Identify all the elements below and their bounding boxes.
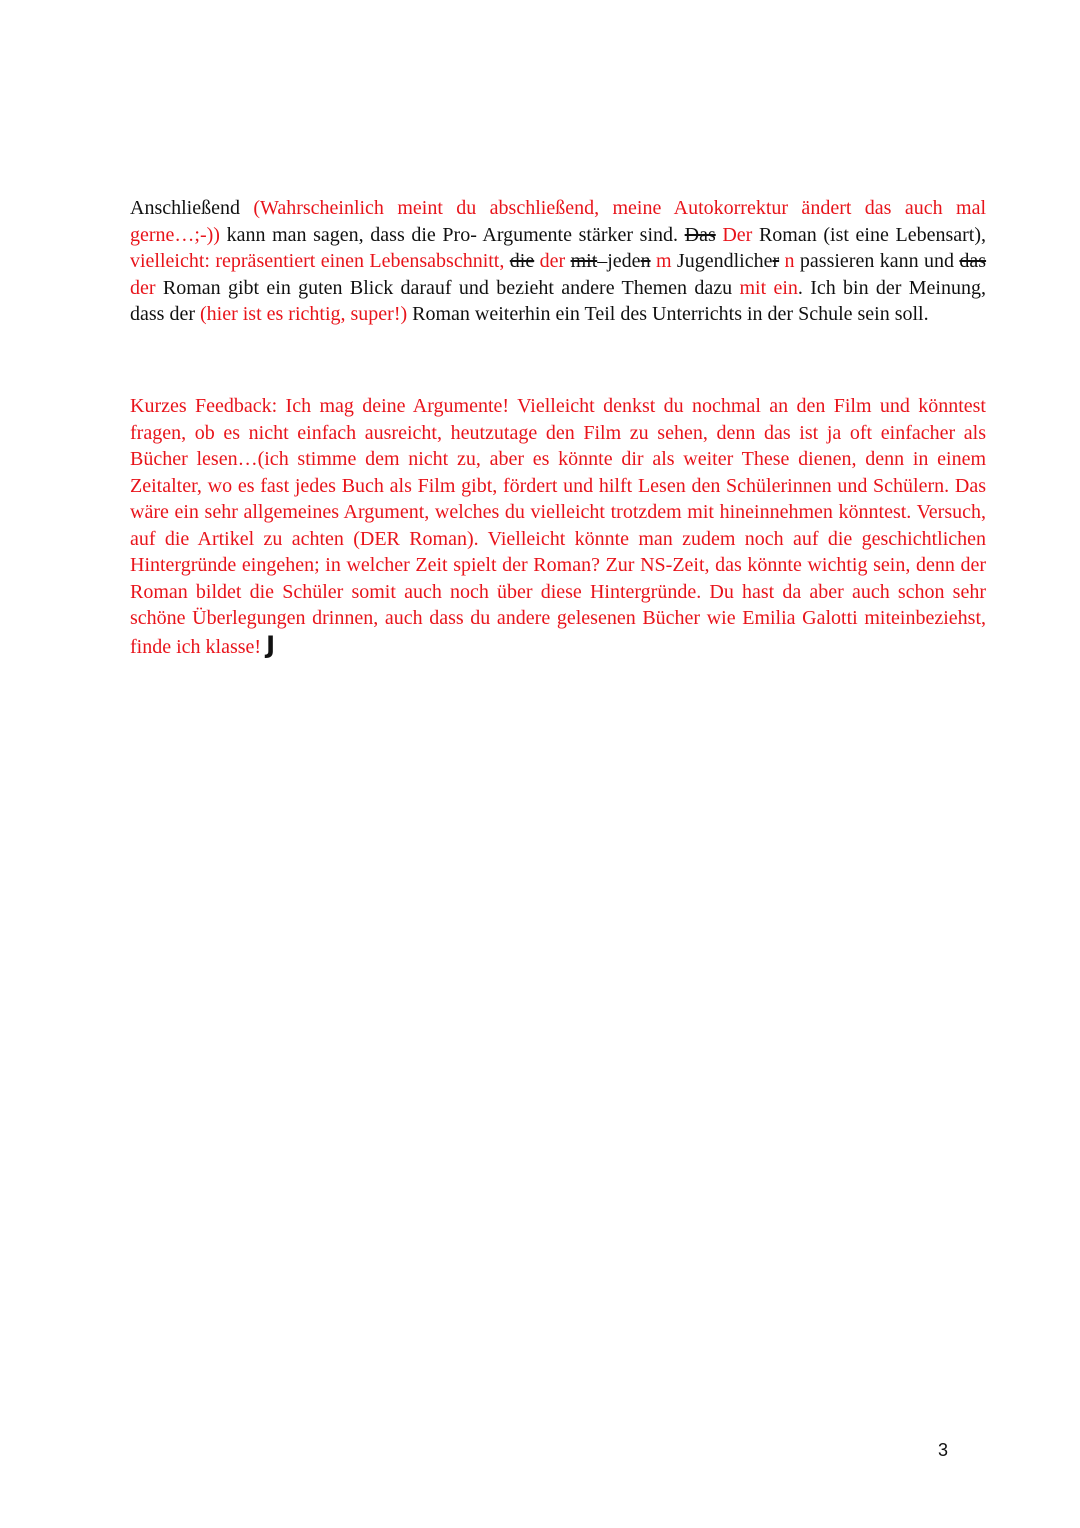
- correction-comment: (Wahrscheinlich meint du abschließend, meine Autokorrektur ändert das auch mal gerne…;-)): [130, 197, 986, 246]
- struck-letter: n: [640, 250, 651, 272]
- page-number: 3: [938, 1440, 949, 1460]
- essay-text: kann man sagen, dass die Pro- Argumente stärker sind.: [219, 223, 685, 246]
- correction-word: Der: [722, 223, 753, 246]
- correction-comment: vielleicht: repräsentiert einen Lebensabschnitt,: [130, 250, 505, 272]
- essay-text: passieren kann und: [794, 250, 960, 272]
- essay-text: . Ich bin der Meinung, dass der: [130, 276, 986, 325]
- struck-word: Das: [684, 223, 716, 246]
- correction-word: mit ein: [739, 276, 798, 299]
- struck-letter: r: [772, 250, 780, 272]
- correction-word: der: [130, 276, 156, 299]
- correction-letter: n: [784, 250, 795, 272]
- essay-text: Anschließend: [130, 197, 240, 219]
- struck-word: mit: [570, 250, 598, 272]
- essay-paragraph: [130, 195, 986, 328]
- smiley-icon: J: [266, 630, 276, 659]
- correction-letter: m: [655, 250, 672, 272]
- essay-text: Roman (ist eine Lebensart),: [752, 223, 986, 246]
- essay-text: Roman weiterhin ein Teil des Unterrichts in der Schule sein soll.: [407, 303, 929, 325]
- feedback-text: Kurzes Feedback: Ich mag deine Argumente! Vielleicht denkst du nochmal an den Film und könntest fragen, ob es nicht einfach ausreicht, heutzutage den Film zu sehen, denn das ist ja oft einfacher als Bücher lesen…(ich stimme dem nicht zu, aber es könnte dir als weiter These dienen, denn in einem Zeitalter, wo es fast jedes Buch als Film gibt, fördert und hilft Lesen den Schülerinnen und Schülern. Das wäre ein sehr allgemeines Argument, welches du vielleicht trotzdem mit hineinnehmen könntest. Versuch, auf die Artikel zu achten (DER Roman). Vielleicht könnte man zudem noch auf die geschichtlichen Hintergründe eingehen; in welcher Zeit spielt der Roman? Zur NS-Zeit, das könnte wichtig sein, denn der Roman bildet die Schüler somit auch noch über diese Hintergründe. Du hast da aber auch schon sehr schöne Überlegungen drinnen, auch dass du andere gelesenen Bücher wie Emilia Galotti miteinbeziehst, finde ich klasse!: [130, 395, 986, 658]
- correction-word: der: [539, 250, 566, 272]
- essay-text: Roman gibt ein guten Blick darauf und bezieht andere Themen dazu: [155, 276, 740, 299]
- correction-comment: (hier ist es richtig, super!): [199, 303, 408, 325]
- essay-text: –jede: [597, 250, 641, 272]
- struck-word: die: [509, 250, 535, 272]
- struck-word: das: [959, 250, 987, 272]
- essay-text: Jugendliche: [671, 250, 773, 272]
- feedback-paragraph: [130, 393, 986, 660]
